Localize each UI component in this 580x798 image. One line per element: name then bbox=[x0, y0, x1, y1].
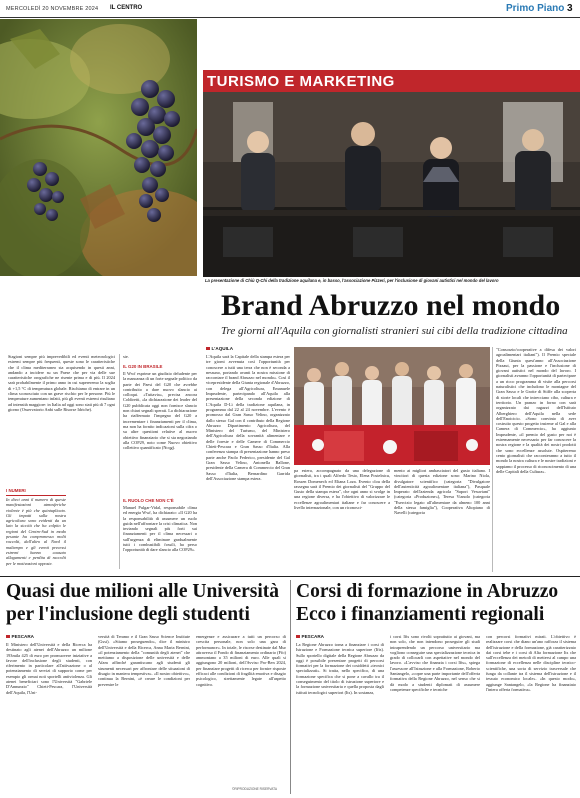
location-marker-icon bbox=[206, 347, 210, 351]
presentation-photo bbox=[203, 92, 580, 277]
lead-subhead-1: IL G20 IN BRASILE bbox=[123, 364, 163, 369]
feature-column-4: "Consorzio/cooperative a difesa dei valori agroalimentari italiani"). Il Premio speciale della Giunta quest'anno all'Associazione Pizzaut, per la passione e l'inclusione di giovani autistici nel mondo del lavoro. I giornalisti avranno l'opportunità di partecipare a un ricco programma di visite alla percorsi naturalistici che includono le montagne del Gran Sasso e le Grotte di Stiffe alla scoperta di storie locali che intrecciano cibo, cultura e territorio. Un pranzo in forno con sarà organizzato dai ragazzi dell'Istituto Alberghiero dell'Aquila nella sede dell'Enoicicio. «Sono convinto di aver costruito questo progetto insieme al Gal e alla Camera di Commercio», ha aggiunto Imprudente, «il premio del gusto per noi è estremamente necessario per far conoscere la nostra regione e la qualità dei nostri prodotti che sono eccellenze assolute. Ospiteremo cento giornalisti che racconteranno a tutto il mondo la nostra cultura e le nostre tradizioni e sappiamo il processo di riconoscimento di una delle Capitali della Cultura». bbox=[496, 347, 576, 474]
lead-subhead-2: IL RUOLO CHE NON C'È bbox=[123, 498, 174, 503]
lead-column-2a: Il Wwf esprime un giudizio deludente per la mancanza di un forte segnale politico da parte dei Paesi del G20 che avrebbe contribuito a dare nuovo slancio ai colloqui. «Tuttavia», precisa ancora Coldiretti, «la dichiarazione dei leader del G20 pubblicata oggi non fornisce slancio non chiari segnali sperati. La dichiarazione ha riaffermato l'impegno del G20 a incrementare i finanziamenti per il clima, ma non ha fornito indicazioni sulla cifra o su altre questioni relative al nuovo obiettivo finanziario che si sta negoziando alla COP29, noto come Nuovo obiettivo collettivo quantificato (Ncqg). bbox=[123, 371, 197, 451]
location-marker-icon bbox=[296, 635, 300, 639]
location-marker-icon bbox=[6, 635, 10, 639]
feature-column-2: pa estera, accompagnato da una delegazione di giornalisti, tra i quali Alfredo Tesio, Elena Postelnicu, Rossen Domenech ed Eliana Loza. Evento clou della rassegna sarà il Premio dei giornalisti del "Gruppo del Gusto della stampa estera", che ogni anno si svolge in una regione diversa, e ha l'obiettivo di valorizzare le eccellenze agroalimentari italiane e far conoscere a livello internazionale, con un riconosci- bbox=[294, 468, 390, 511]
newspaper-name: IL CENTRO bbox=[110, 5, 143, 11]
lead-column-1b bbox=[68, 488, 116, 568]
training-column-2: i corsi Ifts sono rivolti soprattutto ai giovani, ma non solo, che non intendono proseguire gli studi intraprendendo un percorso universitario ma vogliono conseguire una specializzazione tecnica in grado di collocarli con aspettative nel mondo del lavoro. «L'avviso che finanzia i corsi Ifts», spiega l'assessore all'Istruzione e alla Formazione, Roberto Santangelo, «copre una parte importante dell'offerta formativa della Regione Abruzzo, nel senso che si dà modo a studenti diplomati di assumere competenze specifiche e tecniche bbox=[390, 634, 480, 692]
university-headline-1: Quasi due milioni alle Università bbox=[6, 581, 280, 602]
university-headline-2: per l'inclusione degli studenti bbox=[6, 604, 250, 625]
section-name: Primo Piano bbox=[506, 3, 565, 14]
feature-column-1: L'Aquila sarà la Capitale della stampa estera per tre giorni avvenuta così l'opportunità per conoscere a tutti una terra che non è seconda a nessuno, portando avanti la nostra missione di raccontare il brand Abruzzo nel mondo». Così il vicepresidente della Giunta regionale d'Abruzzo, con delega all'Agricoltura, Emanuele Imprudente, partecipando all'Aquila alla presentazione della seconda edizione di L'Aquila D-Lì della tradizione aquilana, in programma dal 22 al 24 novembre. L'evento è promosso dal Gran Sasso Velino, organizzato dallo stesso Gal con il contributo della Regione Abruzzo Dipartimento Agricoltura, del Ministero del Turismo, del Ministero dell'Agricoltura della sovranità alimentare e delle foreste e delle Camere di Commercio Chieti-Pescara e Gran Sasso d'Italia. Alla conferenza stampa di presentazione hanno preso parte anche Paolo Federico, presidente del Gal Gran Sasso Velino, Antonella Ballone, presidente della Camera di Commercio del Gran Sasso d'Italia, Bernardino Garrida dell'Associazione stampa estera. bbox=[206, 354, 290, 481]
lead-column-1: Stagioni sempre più imprevedibili ed eventi meteorologici estremi sempre più frequenti, queste sono le caratteristiche che il clima mediterraneo sta acquisendo in questi anni, andando a incidere su un Paese che per via delle sue caratteristiche orografiche ne risente prima e di più. Il 2024 sarà probabilmente il primo anno in cui supereremo la soglia di +1,5 °C di temperatura globale. Rischiamo di entrare in un clima sconosciuto con un grave rischio per le persone. Più le temperature aumentano infatti, più gli eventi estremi risultano ad intensità maggiore: in Italia ad oggi sono stati più di 7 ogni giorno (Osservatorio Anbi sulle Risorse Idriche). bbox=[8, 354, 115, 412]
photo-caption: La presentazione di Chiù Q-Chi della tradizione aquilana e, in basso, l'associazione Pizzeri, per l'inclusione di giovani autistici nel mondo del lavoro bbox=[205, 278, 499, 283]
feature-divider bbox=[492, 347, 493, 572]
training-headline-2: Ecco i finanziamenti regionali bbox=[296, 604, 545, 625]
training-location: PESCARA bbox=[301, 634, 324, 639]
university-location-tag bbox=[6, 634, 34, 639]
feature-subheadline: Tre giorni all'Aquila con giornalisti stranieri sui cibi della tradizione cittadina bbox=[221, 325, 568, 337]
header-date: MERCOLEDÌ 20 NOVEMBRE 2024 bbox=[6, 6, 99, 12]
lead-divider bbox=[119, 354, 120, 569]
grapes-photo bbox=[0, 19, 197, 276]
page-number: 3 bbox=[567, 3, 573, 14]
training-column-1: La Regione Abruzzo torna a finanziare i corsi di Istruzione e Formazione tecnica superiore (Ifts). Sullo sportello digitale della Regione Abruzzo da oggi è possibile presentare progetti di percorsi formativi per la formazione dei cosiddetti «tecnici specializzati». Si tratta, nello specifico, di una formazione specifica che si pone a cavallo tra il conseguimento del titolo di istruzione superiore e la formazione universitaria e quella proposta dagli istituti tecnologici superiori (Its). In sostanza, bbox=[296, 642, 384, 695]
university-column-1: Il Ministero dell'Università e della Ricerca ha destinato agli atenei dell'Abruzzo un milione 193mila 425 di euro per promuovere iniziative a favore dell'inclusione degli studenti, con riferimento in particolare all'attivazione o al potenziamento di servizi di supporto come per esempio gli ormai noti sportelli antiviolenza. Gli atenei beneficiari sono l'Università "Gabriele D'Annunzio" Chieti-Pescara, l'Università dell'Aquila, l'Uni- bbox=[6, 642, 92, 695]
training-headline-1: Corsi di formazione in Abruzzo bbox=[296, 581, 559, 602]
feature-headline: Brand Abruzzo nel mondo bbox=[221, 289, 561, 322]
training-column-3: con percorsi formativi mirati. L'obiettivo è realizzare corsi che diano un'ano rafforza il sistema dell'istruzione e della formazione, già caratterizzato dai corsi tebe e i corsi di Alta formazione Its che sull'eccellenza dei metodi di mettersi al campo una formazione di eccellenza nelle discipline tecnico-scientifiche, una sorta di servizio trasversale che funga da collante tra il sistema dell'istruzione e il tessuto economico locale». «In questo modo», aggiunge Santangelo, «la Regione ha finanziato l'intera offerta formativa». bbox=[486, 634, 576, 692]
university-column-3: emergenze e assicurare a tutti un percorso di crescita personale, non solo una gara di performance». In totale, le risorse destinate dal Mur attraverso il Fondo di finanziamento ordinario (Ffo) ammontano a 35 milioni di euro. Alle quali si aggiungono 20 milioni, dell'Avviso Pro-Ben 2024, per finanziare progetti di ricerca per fornire risposte efficaci alle condizioni di fragilità emotiva e disagio psicologico, strettamente legate all'aspetto cognitivo. bbox=[196, 634, 286, 687]
training-location-tag bbox=[296, 634, 324, 639]
bottom-center-divider bbox=[290, 580, 291, 794]
sidebar-text: In dieci anni il numero di queste manifestazioni atmosferiche violente è più che quintuplicato. Gli impatti sulla nostra agricoltura sono evidenti da un lato la siccità che ha colpito le regioni del Centro-Sud in modo pesante ha compromesso molti raccolti, dall'altro al Nord il maltempo e gli eventi precessi estremi hanno causato allagamenti e perdita di raccolti per le motivazioni opposte. bbox=[6, 497, 66, 566]
feature-location-tag bbox=[206, 346, 233, 351]
lead-column-2b: Manuel Pulgar-Vidal, responsabile clima ed energia Wwf, ha dichiarato: «Il G20 ha la responsabilità di assumere un ruolo guida nell'affrontare la crisi climatica. Non inviando segnali più forti sui finanziamenti per il clima necessari o sull'urgenza di eliminare gradualmente tutti i combustibili fossili, ha perso l'opportunità di dare slancio alla COP29». bbox=[123, 505, 197, 553]
feature-location: L'AQUILA bbox=[211, 346, 234, 351]
university-location: PESCARA bbox=[11, 634, 34, 639]
header-rule bbox=[0, 17, 580, 18]
lead-column-2-intro: ste. bbox=[123, 354, 129, 359]
university-column-2: versità di Teramo e il Gran Sasso Science Institute (Gssi). «Stiamo proseguendo», dice il ministro dell'Università e della Ricerca, Anna Maria Bernini, «il potenziamento della "comunità degli atenei" che mettiamo a disposizione delle università e delle Afam affinché garantiscano agli studenti gli strumenti necessari per affrontare delle situazioni di disagio in maniera tempestiva». «Il nostro obiettivo», continua la Bernini, «è creare le condizioni per prevenire le bbox=[98, 634, 190, 687]
feature-column-3: mento ai migliori ambasciatori del gusto italiano. I vincitori di questa edizione sono: Marino Niola, divulgatore scientifico (categoria "Divulgatore dell'autenticità agroalimentare italiana"), Pasquale Imperato dell'azienda agricola "Sapori Vesuviani" (categoria «Produzione»), Teresa Vianolo (categoria "Esercizio legato all'alimentare da almeno 100 anni della stessa famiglia"), Cooperativa Altopiano di Navelli (categoria bbox=[394, 468, 490, 516]
feature-banner-label: TURISMO E MARKETING bbox=[207, 73, 395, 90]
sidebar-heading: I NUMERI bbox=[6, 488, 26, 493]
university-credit: ©RIPRODUZIONE RISERVATA bbox=[232, 787, 277, 791]
sidebar-rule bbox=[6, 495, 66, 496]
bottom-section-rule bbox=[0, 576, 580, 577]
chefs-photo bbox=[294, 347, 490, 465]
feature-banner bbox=[203, 70, 580, 92]
